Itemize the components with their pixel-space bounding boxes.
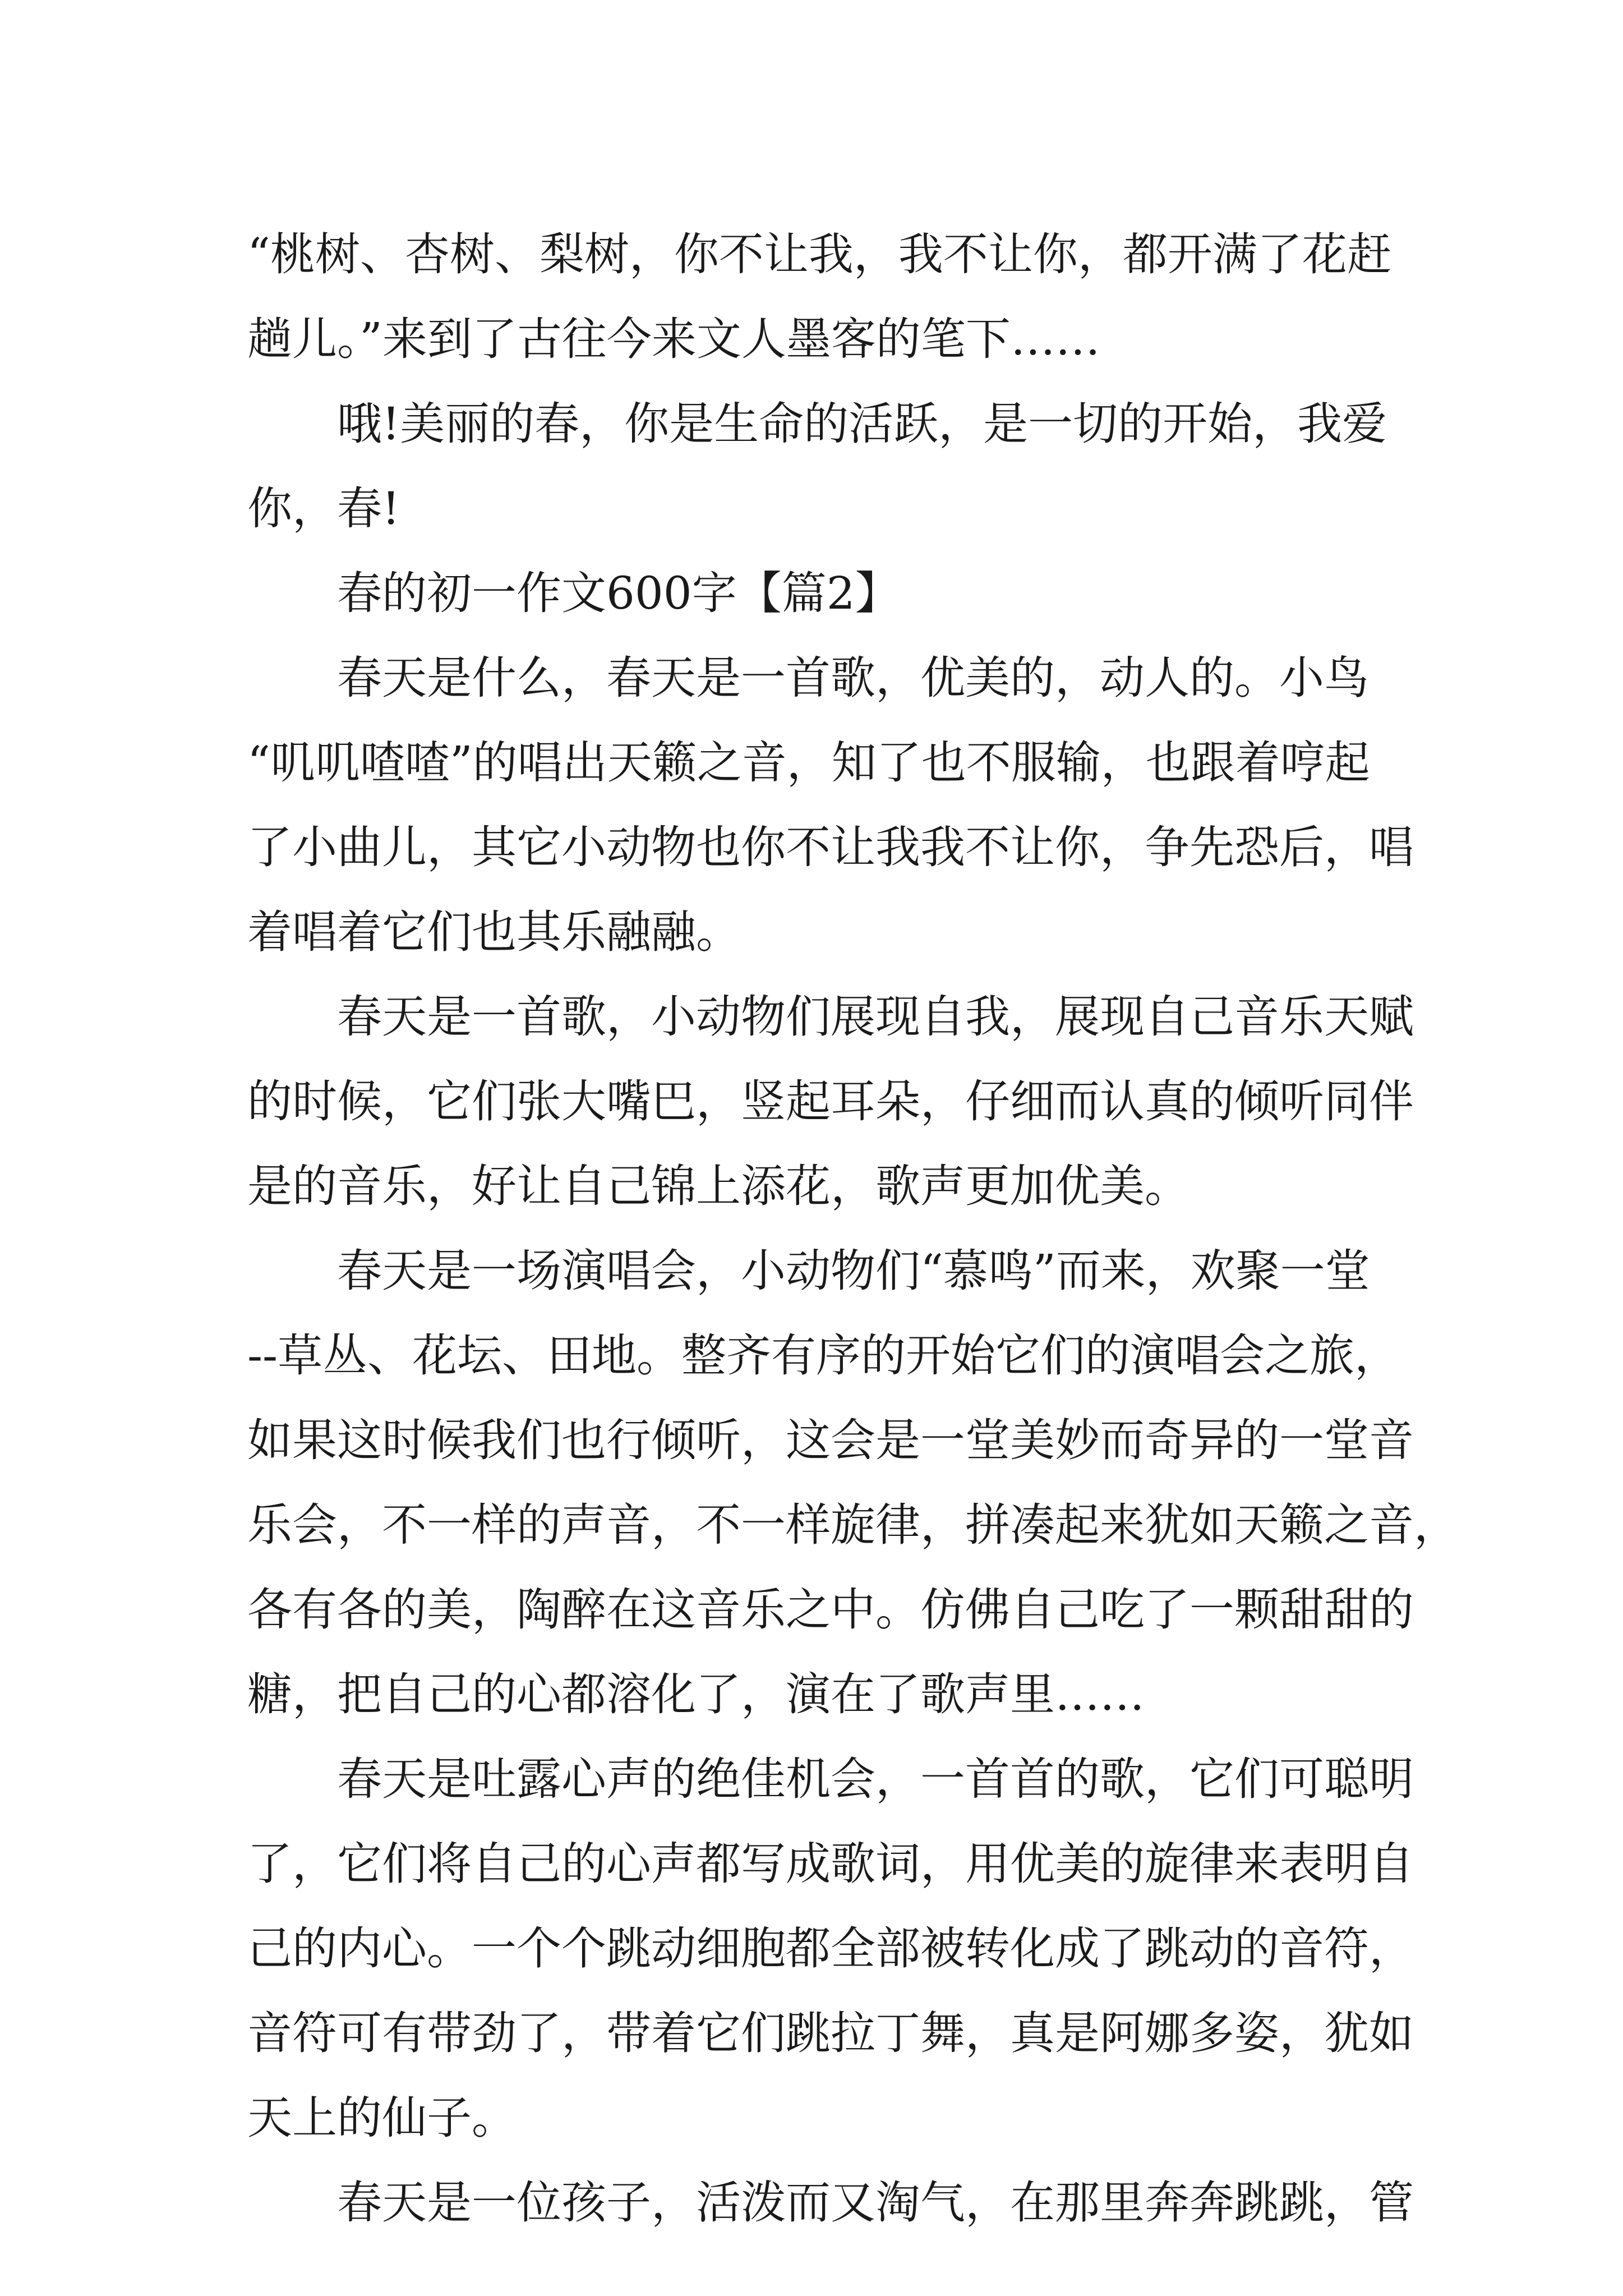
text-line: 天上的仙子。 [247,2092,517,2144]
text-line: 乐会，不一样的声音，不一样旋律，拼凑起来犹如天籁之音， [247,1499,1459,1551]
text-line: 如果这时候我们也行倾听，这会是一堂美妙而奇异的一堂音 [247,1414,1414,1466]
text-line: 春天是吐露心声的绝佳机会，一首首的歌，它们可聪明 [337,1753,1414,1805]
text-line: 了小曲儿，其它小动物也你不让我我不让你，争先恐后，唱 [247,821,1414,873]
text-line: 了，它们将自己的心声都写成歌词，用优美的旋律来表明自 [247,1838,1414,1890]
text-line: 是的音乐，好让自己锦上添花，歌声更加优美。 [247,1160,1189,1212]
text-line: “桃树、杏树、梨树，你不让我，我不让你，都开满了花赶 [247,228,1392,280]
text-line: 哦!美丽的春，你是生命的活跃，是一切的开始，我爱 [337,398,1387,450]
text-line: 春天是一位孩子，活泼而又淘气，在那里奔奔跳跳，管 [337,2177,1414,2229]
text-line: 的时候，它们张大嘴巴，竖起耳朵，仔细而认真的倾听同伴 [247,1075,1414,1128]
text-line: 春天是什么，春天是一首歌，优美的，动人的。小鸟 [337,652,1369,704]
text-line: 己的内心。一个个跳动细胞都全部被转化成了跳动的音符， [247,1922,1414,1975]
text-line: 春天是一场演唱会，小动物们“慕鸣”而来，欢聚一堂 [337,1245,1370,1297]
text-line: 着唱着它们也其乐融融。 [247,906,741,958]
text-line: 糖，把自己的心都溶化了，演在了歌声里…… [247,1668,1145,1720]
text-line: 春天是一首歌，小动物们展现自我，展现自己音乐天赋 [337,991,1414,1043]
text-line: “叽叽喳喳”的唱出天籁之音，知了也不服输，也跟着哼起 [247,737,1370,789]
section-heading: 春的初一作文600字【篇2】 [337,567,900,619]
document-page [247,212,1459,2245]
text-line: --草丛、花坛、田地。整齐有序的开始它们的演唱会之旅， [247,1329,1400,1382]
text-line: 趟儿。”来到了古往今来文人墨客的笔下…… [247,313,1100,365]
text-line: 你，春! [247,482,400,535]
text-line: 音符可有带劲了，带着它们跳拉丁舞，真是阿娜多姿，犹如 [247,2007,1414,2059]
text-line: 各有各的美，陶醉在这音乐之中。仿佛自己吃了一颗甜甜的 [247,1584,1414,1636]
